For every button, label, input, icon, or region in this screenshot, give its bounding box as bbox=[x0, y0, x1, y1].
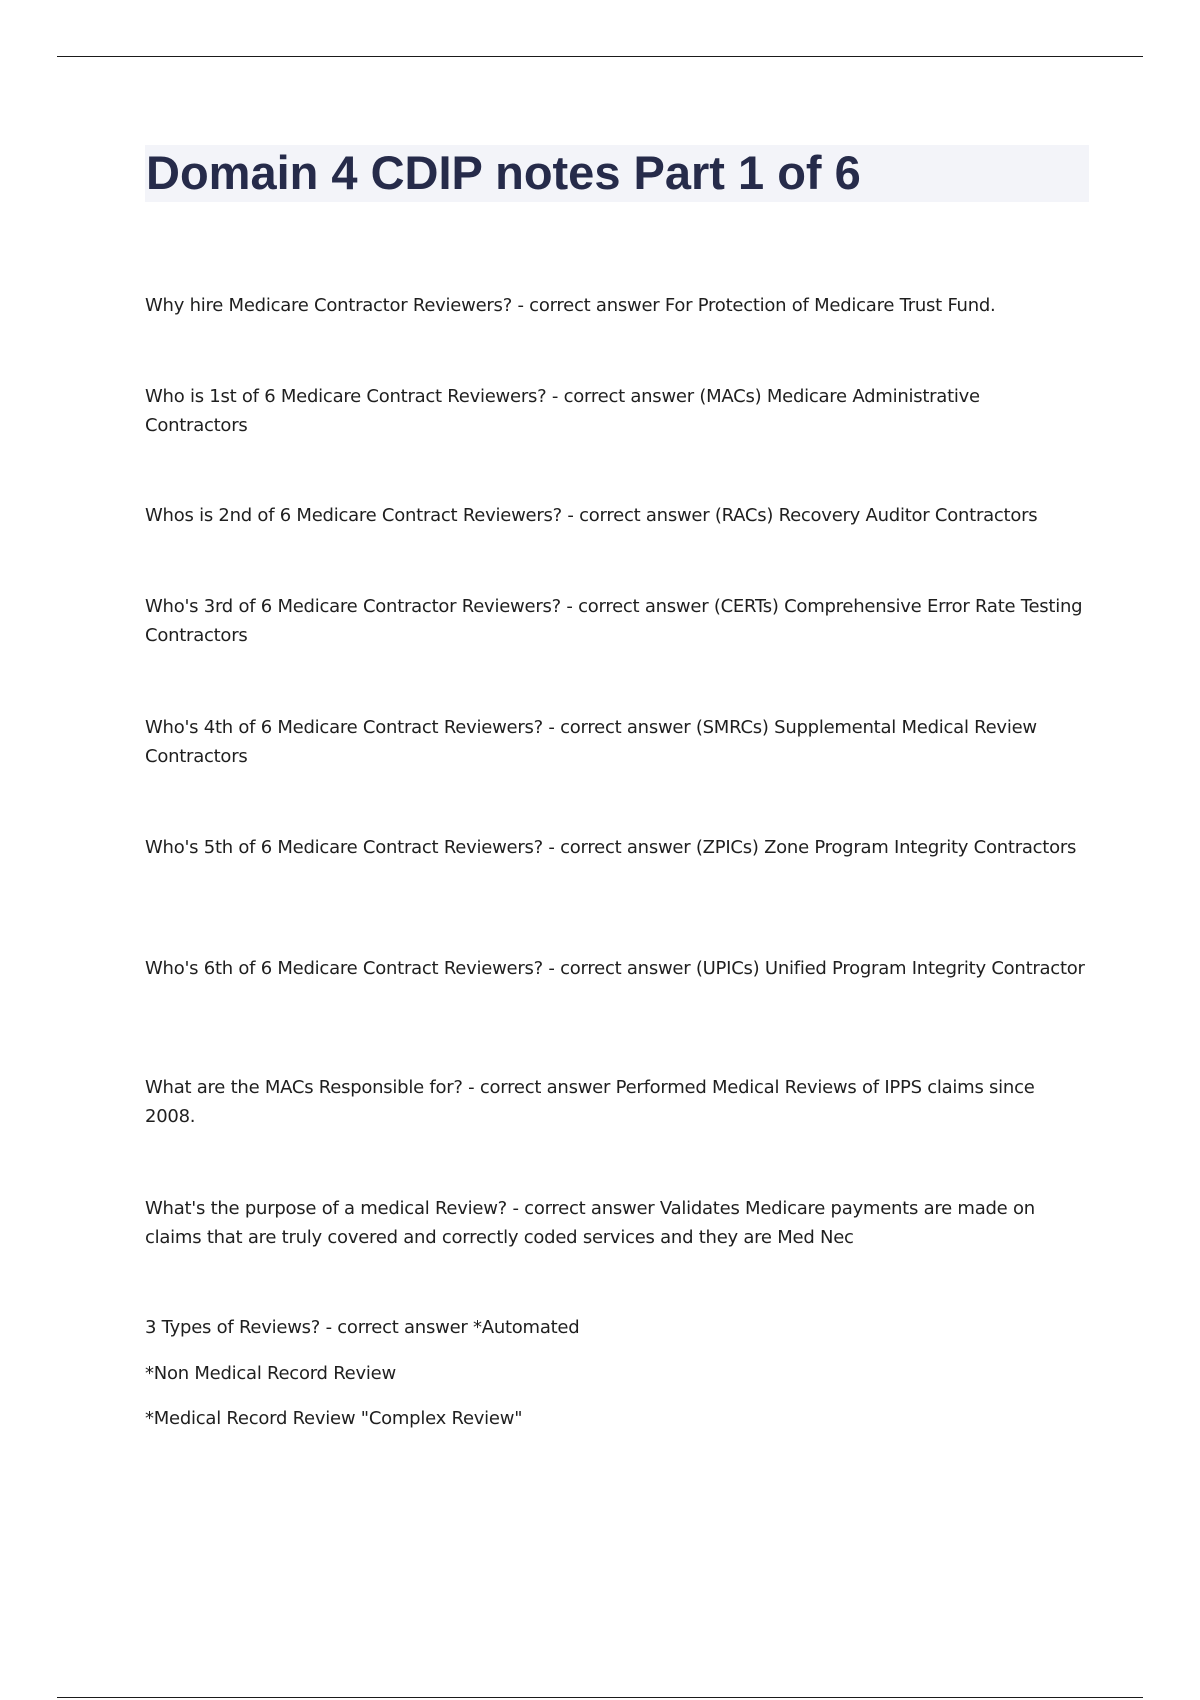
qa-item-1: Why hire Medicare Contractor Reviewers? - correct answer For Protection of Medicare Trust Fund. bbox=[145, 295, 996, 316]
qa-item-9: What's the purpose of a medical Review? - correct answer Validates Medicare payments are made on claims that are truly covered and correctly coded services and they are Med Nec bbox=[145, 1198, 1035, 1248]
qa-item-3: Whos is 2nd of 6 Medicare Contract Reviewers? - correct answer (RACs) Recovery Auditor Contractors bbox=[145, 505, 1038, 526]
review-type-line: *Non Medical Record Review bbox=[145, 1363, 396, 1384]
top-rule bbox=[57, 56, 1143, 57]
bottom-rule bbox=[57, 1697, 1143, 1698]
page-title: Domain 4 CDIP notes Part 1 of 6 bbox=[146, 146, 861, 199]
review-type-line: *Medical Record Review "Complex Review" bbox=[145, 1408, 523, 1429]
qa-item-4: Who's 3rd of 6 Medicare Contractor Reviewers? - correct answer (CERTs) Comprehensive Error Rate Testing Contractors bbox=[145, 596, 1083, 646]
qa-item-2: Who is 1st of 6 Medicare Contract Reviewers? - correct answer (MACs) Medicare Administrative Contractors bbox=[145, 386, 980, 436]
qa-item-7: Who's 6th of 6 Medicare Contract Reviewers? - correct answer (UPICs) Unified Program Integrity Contractor bbox=[145, 958, 1085, 979]
qa-item-5: Who's 4th of 6 Medicare Contract Reviewers? - correct answer (SMRCs) Supplemental Medical Review Contractors bbox=[145, 717, 1037, 767]
qa-item-10: 3 Types of Reviews? - correct answer *Automated bbox=[145, 1317, 580, 1338]
qa-item-6: Who's 5th of 6 Medicare Contract Reviewers? - correct answer (ZPICs) Zone Program Integrity Contractors bbox=[145, 837, 1077, 858]
qa-item-8: What are the MACs Responsible for? - correct answer Performed Medical Reviews of IPPS claims since 2008. bbox=[145, 1077, 1035, 1127]
